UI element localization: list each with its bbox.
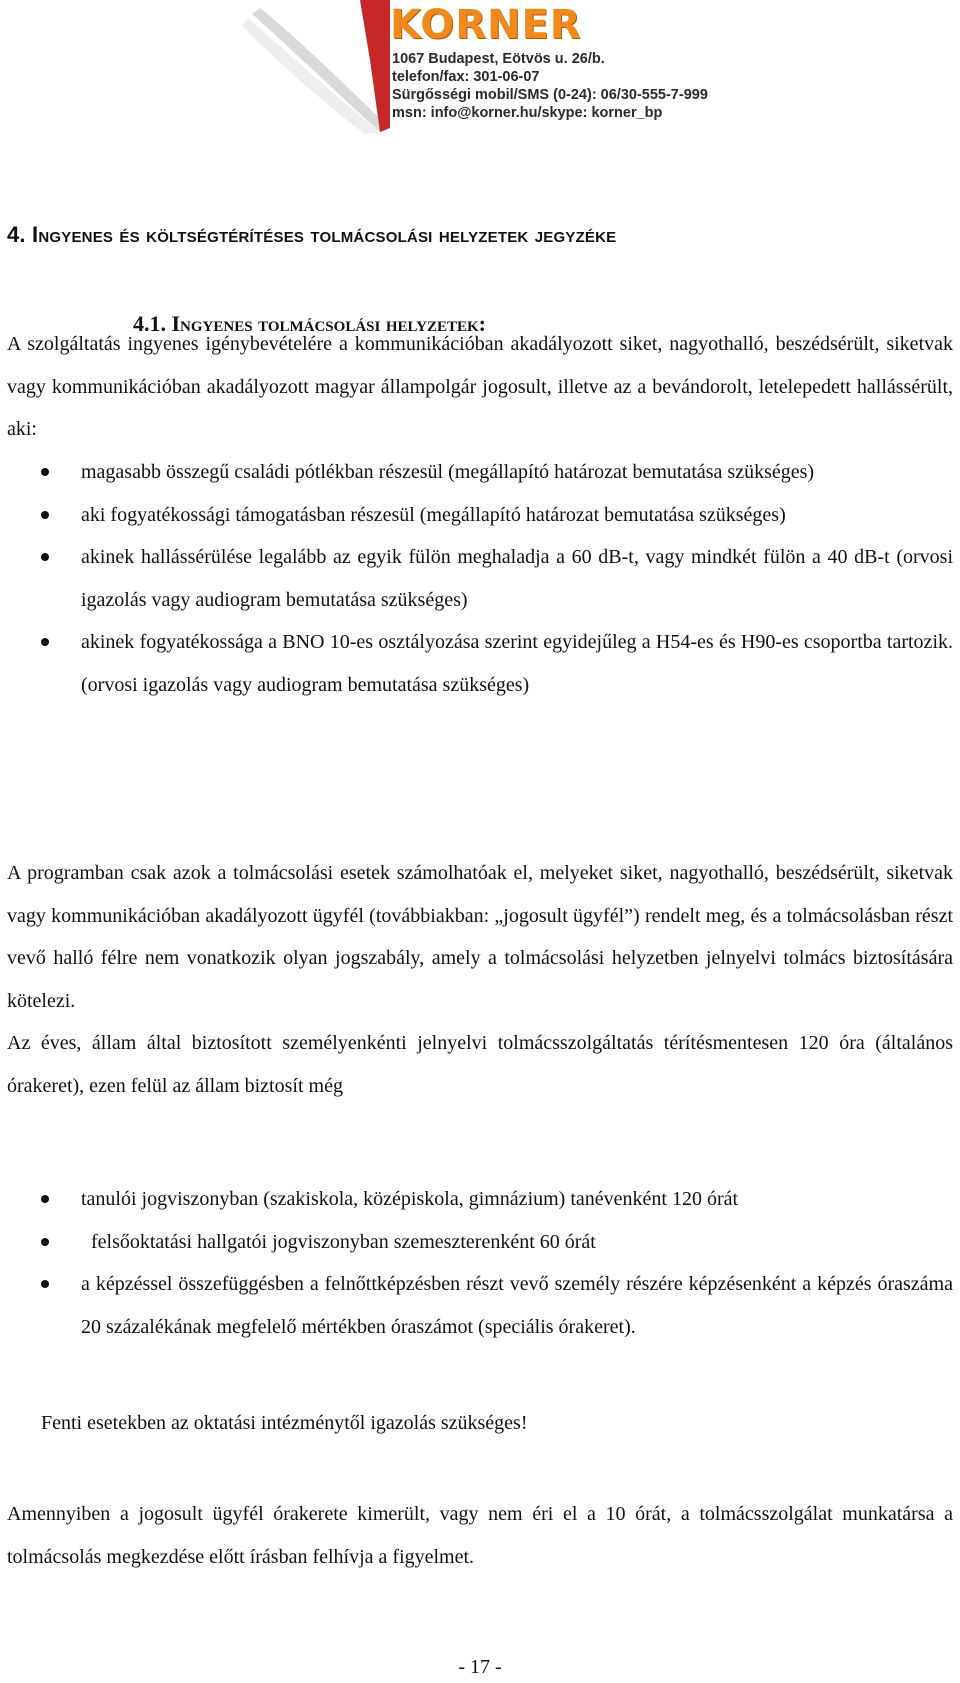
extra-hours-list — [7, 1178, 953, 1348]
list-item: tanulói jogviszonyban (szakiskola, középiskola, gimnázium) tanévenként 120 órát — [7, 1178, 953, 1221]
bullet-icon — [41, 1280, 49, 1288]
address-line: 1067 Budapest, Eötvös u. 26/b. — [392, 51, 605, 67]
bullet-icon — [41, 1195, 49, 1203]
eligibility-list — [7, 451, 953, 706]
mobile-line: Sürgősségi mobil/SMS (0-24): 06/30-555-7-999 — [392, 87, 708, 103]
list-item: aki fogyatékossági támogatásban részesül (megállapító határozat bemutatása szükséges) — [7, 494, 953, 537]
msn-line: msn: info@korner.hu/skype: korner_bp — [392, 105, 663, 121]
logo-swoosh-icon — [240, 0, 400, 140]
program-paragraph: A programban csak azok a tolmácsolási esetek számolhatóak el, melyeket siket, nagyothalló, beszédsérült, siketvak vagy kommunikációban akadályozott ügyfél (továbbiakban: „jogosult ügyfél”) rendelt meg, és a tolmácsolásban részt vevő halló félre nem vonatkozik olyan jogszabály, amely a tolmácsolási helyzetben jelnyelvi tolmács biztosítására kötelezi. — [7, 862, 953, 1012]
contact-info — [392, 50, 708, 122]
quota-paragraph: Amennyiben a jogosult ügyfél órakerete kimerült, vagy nem éri el a 10 órát, a tolmácsszolgálat munkatársa a tolmácsolás megkezdése előtt írásban felhívja a figyelmet. — [7, 1503, 953, 1568]
bullet-icon — [41, 1238, 49, 1246]
list-item: felsőoktatási hallgatói jogviszonyban szemeszterenként 60 órát — [7, 1221, 953, 1264]
annual-hours-paragraph: Az éves, állam által biztosított személyenkénti jelnyelvi tolmácsszolgáltatás térítésmentesen 120 óra (általános órakeret), ezen felül az állam biztosít még — [7, 1032, 953, 1097]
bullet-icon — [41, 553, 49, 561]
subsection-heading: 4.1. Ingyenes tolmácsolási helyzetek: — [133, 311, 486, 336]
note-paragraph: Fenti esetekben az oktatási intézménytől igazolás szükséges! — [41, 1412, 528, 1434]
bullet-icon — [41, 511, 49, 519]
page-number: - 17 - — [458, 1656, 502, 1678]
phone-line: telefon/fax: 301-06-07 — [392, 69, 540, 85]
list-item: magasabb összegű családi pótlékban részesül (megállapító határozat bemutatása szükséges) — [7, 451, 953, 494]
list-item: a képzéssel összefüggésben a felnőttképzésben részt vevő személy részére képzésenként a képzés óraszáma 20 százalékának megfelelő mértékben óraszámot (speciális órakeret). — [7, 1263, 953, 1348]
section-heading: 4. Ingyenes és költségtérítéses tolmácsolási helyzetek jegyzéke — [7, 222, 617, 247]
list-item: akinek fogyatékossága a BNO 10-es osztályozása szerint egyidejűleg a H54-es és H90-es csoportba tartozik. (orvosi igazolás vagy audiogram bemutatása szükséges) — [7, 621, 953, 706]
bullet-icon — [41, 638, 49, 646]
intro-paragraph: A szolgáltatás ingyenes igénybevételére a kommunikációban akadályozott siket, nagyothalló, beszédsérült, siketvak vagy kommunikációban akadályozott magyar állampolgár jogosult, illetve az a bevándorolt, letelepedett hallássérült, aki: — [7, 333, 953, 440]
letterhead — [240, 0, 760, 140]
list-item: akinek hallássérülése legalább az egyik fülön meghaladja a 60 dB-t, vagy mindkét fülön a 40 dB-t (orvosi igazolás vagy audiogram bemutatása szükséges) — [7, 536, 953, 621]
bullet-icon — [41, 468, 49, 476]
brand-logo-text: KORNER — [390, 2, 582, 48]
